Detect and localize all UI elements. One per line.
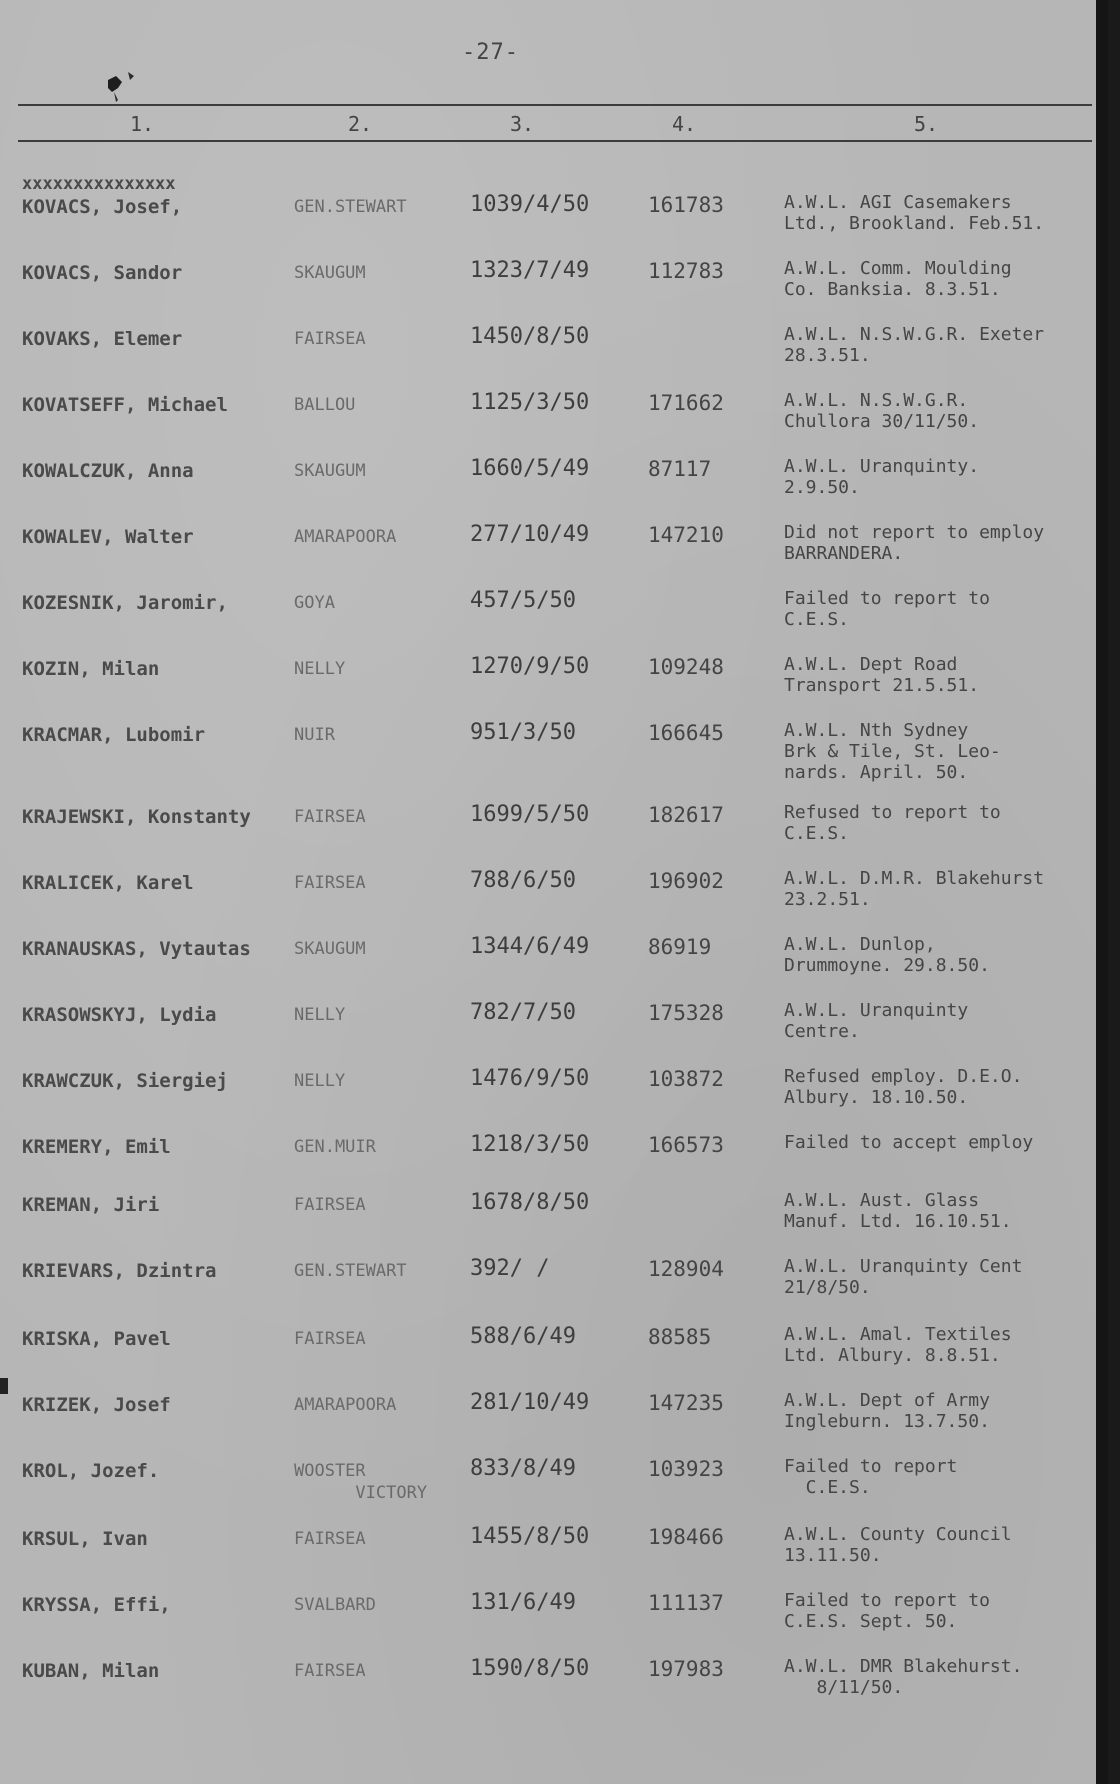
entry-vessel: AMARAPOORA: [294, 1395, 397, 1415]
entry-number: 196902: [648, 869, 724, 893]
entry-vessel: NELLY: [294, 659, 346, 679]
page-number: -27-: [462, 40, 519, 65]
margin-mark: [0, 1378, 8, 1394]
entry-reference: 1699/5/50: [470, 802, 590, 827]
entry-number: 171662: [648, 391, 724, 415]
entry-remark: A.W.L. Dept of Army Ingleburn. 13.7.50.: [784, 1390, 990, 1432]
entry-vessel: NELLY: [294, 1071, 346, 1091]
table-row: [0, 802, 1108, 872]
column-4-header: 4.: [672, 112, 697, 136]
entry-reference: 131/6/49: [470, 1590, 576, 1615]
entry-name: KRANAUSKAS, Vytautas: [22, 938, 251, 960]
entry-number: 128904: [648, 1257, 724, 1281]
entry-name: KOVAKS, Elemer: [22, 328, 183, 350]
entry-name: KRISKA, Pavel: [22, 1328, 171, 1350]
entry-number: 111137: [648, 1591, 724, 1615]
entry-vessel: FAIRSEA: [294, 329, 366, 349]
entry-reference: 457/5/50: [470, 588, 576, 613]
entry-remark: A.W.L. DMR Blakehurst. 8/11/50.: [784, 1656, 1023, 1698]
entry-remark: Failed to report to C.E.S.: [784, 588, 990, 630]
entry-reference: 1125/3/50: [470, 390, 590, 415]
entry-remark: A.W.L. Dept Road Transport 21.5.51.: [784, 654, 980, 696]
entry-name: KREMERY, Emil: [22, 1136, 171, 1158]
entry-remark: Refused to report to C.E.S.: [784, 802, 1001, 844]
entry-reference: 788/6/50: [470, 868, 576, 893]
entry-vessel: SKAUGUM: [294, 461, 366, 481]
entry-reference: 1323/7/49: [470, 258, 590, 283]
column-2-header: 2.: [348, 112, 373, 136]
table-row: [0, 1656, 1108, 1726]
table-row: [0, 588, 1108, 658]
entry-vessel: FAIRSEA: [294, 1329, 366, 1349]
entry-vessel: NUIR: [294, 725, 335, 745]
entry-reference: 1678/8/50: [470, 1190, 590, 1215]
entry-reference: 1455/8/50: [470, 1524, 590, 1549]
entry-reference: 1218/3/50: [470, 1132, 590, 1157]
entry-name: KRIZEK, Josef: [22, 1394, 171, 1416]
table-row: [0, 720, 1108, 790]
entry-remark: Did not report to employ BARRANDERA.: [784, 522, 1045, 564]
table-row: [0, 1256, 1108, 1326]
column-5-header: 5.: [914, 112, 939, 136]
entry-name: KOZESNIK, Jaromir,: [22, 592, 228, 614]
table-row: [0, 1324, 1108, 1394]
entry-remark: A.W.L. Uranquinty Centre.: [784, 1000, 969, 1042]
entry-name: KRACMAR, Lubomir: [22, 724, 206, 746]
entry-name: KOVACS, Josef,: [22, 196, 183, 218]
entry-remark: A.W.L. Dunlop, Drummoyne. 29.8.50.: [784, 934, 990, 976]
entry-vessel: SKAUGUM: [294, 263, 366, 283]
entry-vessel: FAIRSEA: [294, 1195, 366, 1215]
entry-name: KRAJEWSKI, Konstanty: [22, 806, 251, 828]
table-row: [0, 1456, 1108, 1526]
table-row: [0, 324, 1108, 394]
entry-vessel: AMARAPOORA: [294, 527, 397, 547]
ink-blot-mark: [104, 66, 144, 106]
entry-vessel: SKAUGUM: [294, 939, 366, 959]
entry-reference: 281/10/49: [470, 1390, 590, 1415]
entry-name: KRALICEK, Karel: [22, 872, 194, 894]
entry-reference: 1660/5/49: [470, 456, 590, 481]
scan-edge: [1096, 0, 1108, 1784]
entry-reference: 1039/4/50: [470, 192, 590, 217]
entry-number: 166573: [648, 1133, 724, 1157]
entry-remark: A.W.L. Nth Sydney Brk & Tile, St. Leo- nards. April. 50.: [784, 720, 1001, 783]
entry-reference: 588/6/49: [470, 1324, 576, 1349]
entry-name: KUBAN, Milan: [22, 1660, 160, 1682]
table-row: [0, 654, 1108, 724]
entry-vessel: SVALBARD: [294, 1595, 376, 1615]
entry-name: KRAWCZUK, Siergiej: [22, 1070, 228, 1092]
entry-name: KREMAN, Jiri: [22, 1194, 160, 1216]
column-1-header: 1.: [130, 112, 155, 136]
entry-remark: A.W.L. County Council 13.11.50.: [784, 1524, 1012, 1566]
table-row: [0, 1066, 1108, 1136]
entry-reference: 1344/6/49: [470, 934, 590, 959]
entry-remark: A.W.L. Uranquinty Cent 21/8/50.: [784, 1256, 1023, 1298]
table-row: [0, 390, 1108, 460]
table-row: [0, 934, 1108, 1004]
struck-out-text: xxxxxxxxxxxxxxx: [22, 174, 176, 194]
entry-remark: A.W.L. D.M.R. Blakehurst 23.2.51.: [784, 868, 1045, 910]
entry-vessel: NELLY: [294, 1005, 346, 1025]
table-row: [0, 258, 1108, 328]
entry-reference: 392/ /: [470, 1256, 550, 1281]
entry-reference: 951/3/50: [470, 720, 576, 745]
table-row: [0, 868, 1108, 938]
entry-name: KRYSSA, Effi,: [22, 1594, 171, 1616]
entry-reference: 1590/8/50: [470, 1656, 590, 1681]
table-row: [0, 1590, 1108, 1660]
entry-number: 147210: [648, 523, 724, 547]
entry-vessel: GEN.MUIR: [294, 1137, 376, 1157]
entry-vessel: BALLOU: [294, 395, 356, 415]
entry-name: KRSUL, Ivan: [22, 1528, 148, 1550]
entry-remark: A.W.L. N.S.W.G.R. Chullora 30/11/50.: [784, 390, 980, 432]
entry-remark: A.W.L. Amal. Textiles Ltd. Albury. 8.8.51.: [784, 1324, 1012, 1366]
entry-reference: 782/7/50: [470, 1000, 576, 1025]
entry-remark: A.W.L. N.S.W.G.R. Exeter 28.3.51.: [784, 324, 1045, 366]
entry-vessel: GOYA: [294, 593, 335, 613]
entry-remark: Refused employ. D.E.O. Albury. 18.10.50.: [784, 1066, 1023, 1108]
header-rule-top: [18, 104, 1092, 106]
entry-number: 198466: [648, 1525, 724, 1549]
entry-remark: Failed to report to C.E.S. Sept. 50.: [784, 1590, 990, 1632]
entry-number: 88585: [648, 1325, 712, 1349]
entry-number: 112783: [648, 259, 724, 283]
entry-name: KOVACS, Sandor: [22, 262, 183, 284]
entry-number: 109248: [648, 655, 724, 679]
entry-number: 166645: [648, 721, 724, 745]
entry-vessel: FAIRSEA: [294, 807, 366, 827]
entry-remark: Failed to accept employ: [784, 1132, 1034, 1153]
header-rule-bottom: [18, 140, 1092, 142]
entry-name: KROL, Jozef.: [22, 1460, 160, 1482]
entry-remark: A.W.L. Uranquinty. 2.9.50.: [784, 456, 980, 498]
entry-name: KRASOWSKYJ, Lydia: [22, 1004, 217, 1026]
entry-number: 87117: [648, 457, 712, 481]
table-row: [0, 522, 1108, 592]
entry-reference: 277/10/49: [470, 522, 590, 547]
table-row: [0, 456, 1108, 526]
entry-number: 103872: [648, 1067, 724, 1091]
entry-number: 175328: [648, 1001, 724, 1025]
table-row: [0, 192, 1108, 262]
entry-name: KOWALCZUK, Anna: [22, 460, 194, 482]
entry-vessel: WOOSTER VICTORY: [294, 1461, 428, 1503]
column-3-header: 3.: [510, 112, 535, 136]
entry-name: KOVATSEFF, Michael: [22, 394, 228, 416]
entry-vessel: GEN.STEWART: [294, 197, 407, 217]
entry-number: 161783: [648, 193, 724, 217]
table-row: [0, 1000, 1108, 1070]
entry-vessel: FAIRSEA: [294, 1529, 366, 1549]
entry-number: 86919: [648, 935, 712, 959]
entry-number: 103923: [648, 1457, 724, 1481]
table-row: [0, 1190, 1108, 1260]
entry-vessel: FAIRSEA: [294, 873, 366, 893]
table-row: [0, 1390, 1108, 1460]
entry-reference: 833/8/49: [470, 1456, 576, 1481]
entry-name: KOZIN, Milan: [22, 658, 160, 680]
entry-vessel: GEN.STEWART: [294, 1261, 407, 1281]
entry-vessel: FAIRSEA: [294, 1661, 366, 1681]
table-row: [0, 1524, 1108, 1594]
entry-number: 182617: [648, 803, 724, 827]
entry-remark: A.W.L. Comm. Moulding Co. Banksia. 8.3.51.: [784, 258, 1012, 300]
entry-reference: 1450/8/50: [470, 324, 590, 349]
entry-number: 147235: [648, 1391, 724, 1415]
entry-reference: 1270/9/50: [470, 654, 590, 679]
entry-remark: A.W.L. Aust. Glass Manuf. Ltd. 16.10.51.: [784, 1190, 1012, 1232]
entry-remark: A.W.L. AGI Casemakers Ltd., Brookland. Feb.51.: [784, 192, 1045, 234]
entry-reference: 1476/9/50: [470, 1066, 590, 1091]
entry-name: KOWALEV, Walter: [22, 526, 194, 548]
entry-remark: Failed to report C.E.S.: [784, 1456, 958, 1498]
entry-name: KRIEVARS, Dzintra: [22, 1260, 217, 1282]
entry-number: 197983: [648, 1657, 724, 1681]
